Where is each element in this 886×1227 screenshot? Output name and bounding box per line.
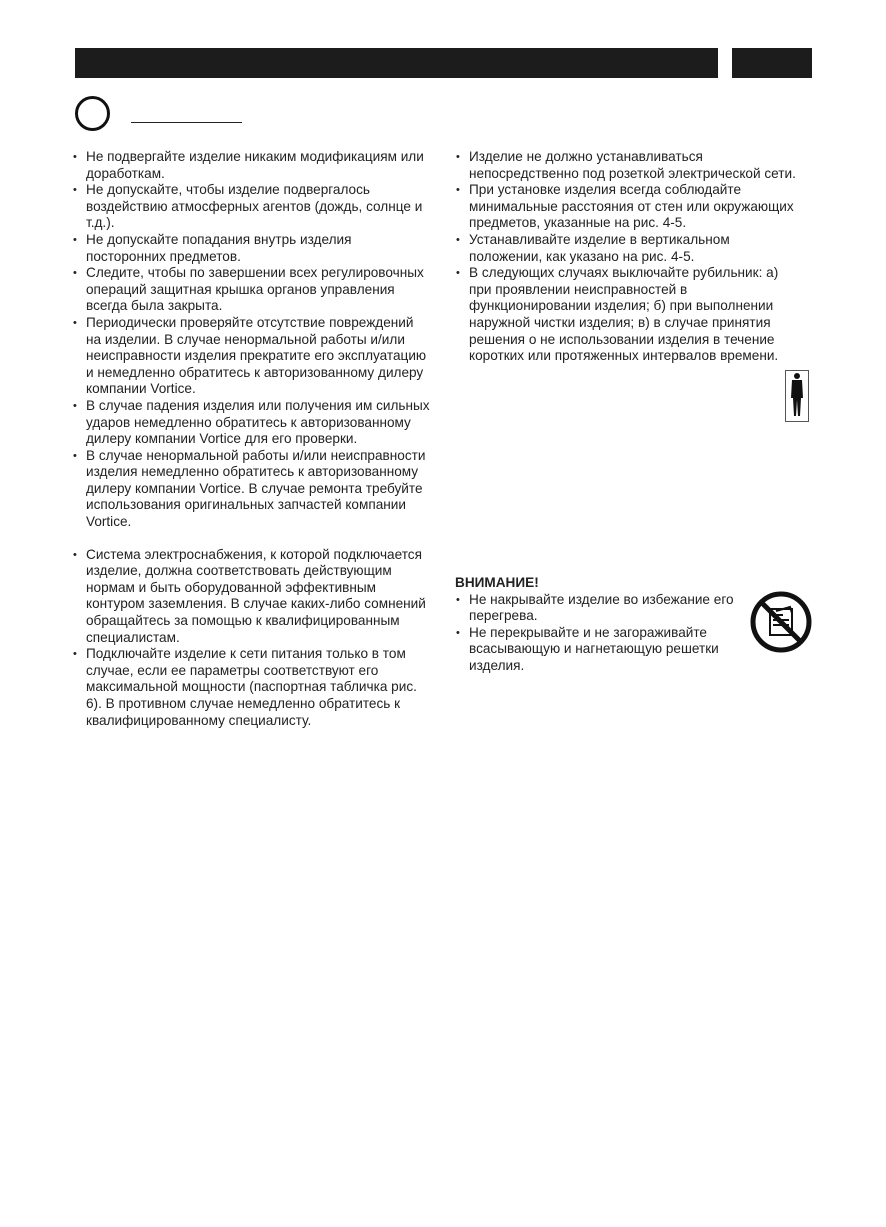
warning-block [455, 575, 745, 675]
left-column [72, 149, 432, 729]
installation-list [455, 149, 800, 365]
list-item: • Периодически проверяйте отсутствие повреждений на изделии. В случае ненормальной работы и/или неисправности изделия прекратите его эксплуатацию и немедленно обратитесь к авторизованному дилеру компании Vortice. [72, 315, 432, 398]
page-tab-bar [732, 48, 812, 78]
list-item: • Не подвергайте изделие никаким модификациям или доработкам. [72, 149, 432, 182]
list-item: • Не допускайте попадания внутрь изделия посторонних предметов. [72, 232, 432, 265]
list-item: • Устанавливайте изделие в вертикальном положении, как указано на рис. 4-5. [455, 232, 800, 265]
list-item: • Не перекрывайте и не загораживайте всасывающую и нагнетающую решетки изделия. [455, 625, 745, 675]
list-item: • В следующих случаях выключайте рубильник: а) при проявлении неисправностей в функционировании изделия; б) при выполнении наружной чистки изделия; в) в случае принятия решения о не использовании изделия в течение коротких или протяженных интервалов времени. [455, 265, 800, 365]
list-item: • Подключайте изделие к сети питания только в том случае, если ее параметры соответствуют его максимальной мощности (паспортная табличка рис. 6). В противном случае немедленно обратитесь к квалифицированному специалисту. [72, 646, 432, 729]
circle-marker-icon [75, 96, 110, 131]
list-item: • Изделие не должно устанавливаться непосредственно под розеткой электрической сети. [455, 149, 800, 182]
list-item: • Не допускайте, чтобы изделие подвергалось воздействию атмосферных агентов (дождь, солнце и т.д.). [72, 182, 432, 232]
standing-person-icon [785, 370, 809, 422]
list-item: • В случае ненормальной работы и/или неисправности изделия немедленно обратитесь к авторизованному дилеру компании Vortice. В случае ремонта требуйте использования оригинальных запчастей компании Vortice. [72, 448, 432, 531]
right-column [455, 149, 800, 365]
list-item: • При установке изделия всегда соблюдайте минимальные расстояния от стен или окружающих предметов, указанные на рис. 4-5. [455, 182, 800, 232]
safety-list-1 [72, 149, 432, 531]
header-bar [75, 48, 718, 78]
list-item: • Не накрывайте изделие во избежание его перегрева. [455, 592, 745, 625]
warning-title: ВНИМАНИЕ! [455, 575, 539, 590]
do-not-cover-icon [750, 591, 812, 653]
safety-list-2 [72, 547, 432, 730]
section-title-underline [131, 122, 242, 123]
list-item: • Система электроснабжения, к которой подключается изделие, должна соответствовать действующим нормам и быть оборудованной эффективным контуром заземления. В случае каких-либо сомнений обращайтесь за помощью к квалифицированным специалистам. [72, 547, 432, 647]
warning-list [455, 592, 745, 675]
list-item: • В случае падения изделия или получения им сильных ударов немедленно обратитесь к авторизованному дилеру компании Vortice для его проверки. [72, 398, 432, 448]
list-item: • Следите, чтобы по завершении всех регулировочных операций защитная крышка органов управления всегда была закрыта. [72, 265, 432, 315]
